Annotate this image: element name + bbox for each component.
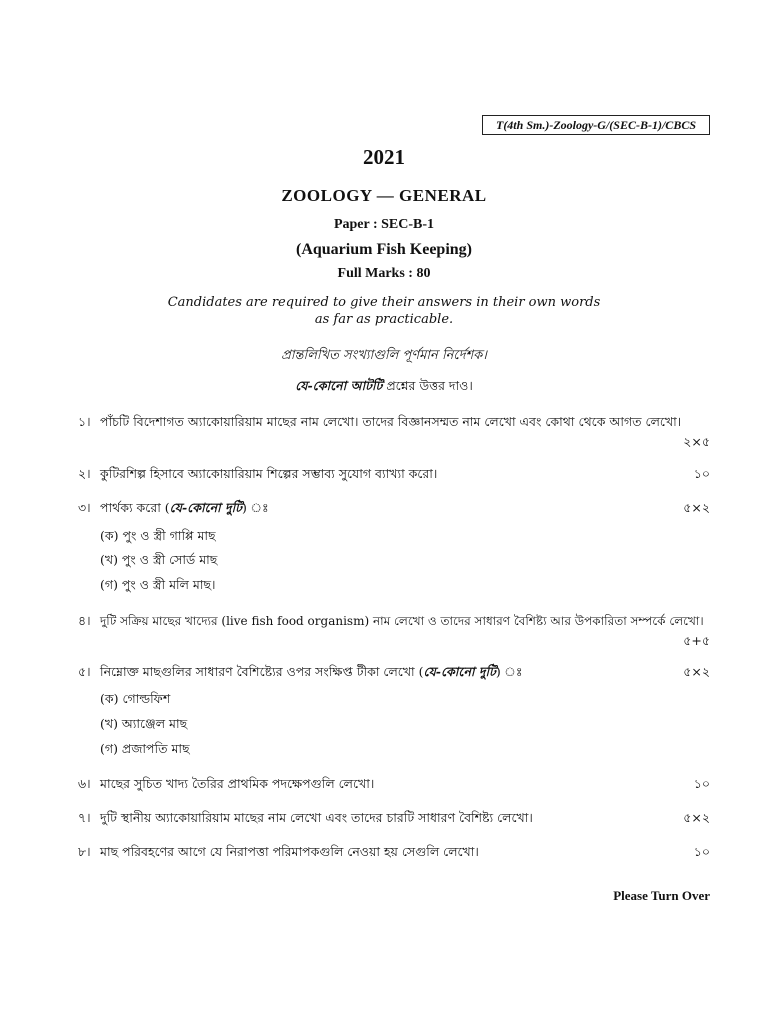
paper-code-box: T(4th Sm.)-Zoology-G/(SEC-B-1)/CBCS: [482, 115, 710, 135]
question-number: ৮।: [78, 844, 91, 859]
question-text: নিম্নোক্ত মাছগুলির সাধারণ বৈশিষ্ট্যের ওপর সংক্ষিপ্ত টীকা লেখো (যে-কোনো দুটি) ঃ: [100, 664, 523, 679]
subject-title: ZOOLOGY — GENERAL: [281, 186, 487, 205]
question-text: পাঁচটি বিদেশাগত অ্যাকোয়ারিয়াম মাছের নাম লেখো। তাদের বিজ্ঞানসম্মত নাম লেখো এবং কোথা থেকে আগত লেখো।: [100, 414, 682, 429]
question-text: মাছ পরিবহণের আগে যে নিরাপত্তা পরিমাপকগুলি নেওয়া হয় সেগুলি লেখো।: [100, 844, 479, 859]
sub-question: (ক) পুং ও স্ত্রী গাপ্পি মাছ: [100, 528, 216, 543]
question-text: দুটি স্থানীয় অ্যাকোয়ারিয়াম মাছের নাম লেখো এবং তাদের চারটি সাধারণ বৈশিষ্ট্য লেখো।: [100, 810, 533, 825]
question-marks: ৫×২: [683, 664, 710, 679]
question-text: দুটি সক্রিয় মাছের খাদ্যের (live fish food organism) নাম লেখো ও তাদের সাধারণ বৈশিষ্ট্য আর উপকারিতা সম্পর্কে লেখো।: [100, 614, 704, 628]
instruction-line-1: Candidates are required to give their answers in their own words: [167, 295, 601, 310]
question-marks: ১০: [693, 776, 710, 791]
paper-topic: (Aquarium Fish Keeping): [295, 241, 472, 258]
marks-note: প্রান্তলিখিত সংখ্যাগুলি পূর্ণমান নির্দেশক।: [281, 348, 487, 363]
sub-question: (ক) গোল্ডফিশ: [100, 691, 171, 706]
exam-year: 2021: [363, 145, 405, 169]
question-marks: ১০: [693, 844, 710, 859]
question-marks: ৫×২: [683, 500, 710, 515]
question-number: ৫।: [78, 664, 91, 679]
question-text: কুটিরশিল্প হিসাবে অ্যাকোয়ারিয়াম শিল্পের সম্ভাব্য সুযোগ ব্যাখ্যা করো।: [100, 466, 438, 481]
question-number: ২।: [78, 466, 91, 481]
full-marks: Full Marks : 80: [337, 266, 431, 281]
please-turn-over: Please Turn Over: [613, 888, 710, 903]
question-text: পার্থক্য করো (যে-কোনো দুটি) ঃ: [100, 500, 269, 515]
instruction-line-2: as far as practicable.: [314, 312, 454, 327]
candidate-instructions: [0, 294, 768, 328]
question-marks: ৫+৫: [683, 633, 710, 648]
sub-question: (গ) প্রজাপতি মাছ: [100, 741, 190, 756]
answer-instruction: [0, 378, 768, 398]
question-marks: ১০: [693, 466, 710, 481]
answer-count: যে-কোনো আটটি: [295, 378, 383, 393]
question-number: ৪।: [78, 613, 91, 628]
question-number: ১।: [78, 414, 91, 429]
question-marks: ৫×২: [683, 810, 710, 825]
question-number: ৭।: [78, 810, 91, 825]
question-text: মাছের সুচিত খাদ্য তৈরির প্রাথমিক পদক্ষেপগুলি লেখো।: [100, 776, 375, 791]
question-number: ৩।: [78, 500, 91, 515]
answer-instruction-rest: প্রশ্নের উত্তর দাও।: [382, 378, 473, 393]
question-number: ৬।: [78, 776, 91, 791]
sub-question: (খ) পুং ও স্ত্রী সোর্ড মাছ: [100, 552, 218, 567]
paper-code: Paper : SEC-B-1: [333, 217, 435, 232]
sub-question: (খ) অ্যাঞ্জেল মাছ: [100, 716, 188, 731]
question-marks: ২×৫: [683, 434, 710, 449]
sub-question: (গ) পুং ও স্ত্রী মলি মাছ।: [100, 577, 216, 592]
